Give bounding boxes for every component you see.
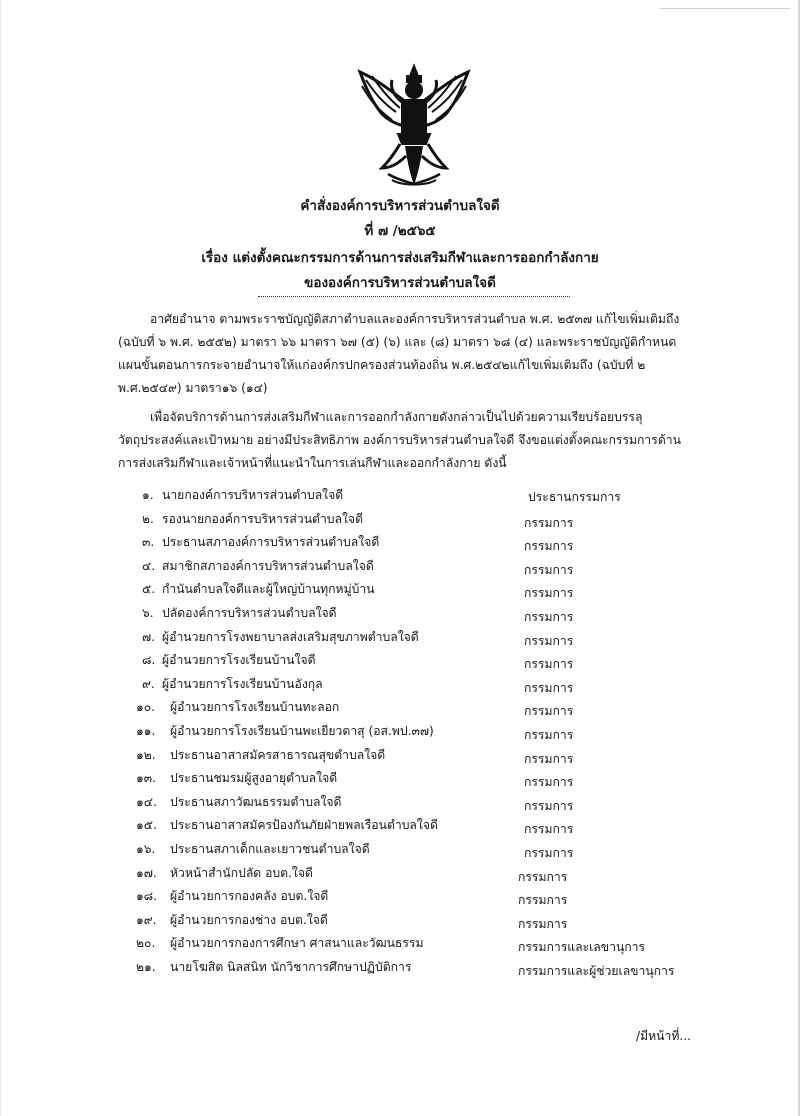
member-number: ๙. [142,676,155,691]
member-number: ๑๙. [136,912,157,927]
member-number: ๑. [142,488,154,502]
member-position: ประธานอาสาสมัครป้องกันภัยฝ่ายพลเรือนตำบลใจดี [170,818,438,833]
paragraph-line: แผนขั้นตอนการกระจายอำนาจให้แก่องค์กรปกครองส่วนท้องถิ่น พ.ศ.๒๕๔๒แก้ไขเพิ่มเติมถึง (ฉบับที่ ๒ [118,358,646,372]
committee-member-row [0,769,800,791]
committee-member-row [0,958,800,980]
member-number: ๑๓. [136,771,156,786]
paragraph-line: เพื่อจัดบริการด้านการส่งเสริมกีฬาและการออกกำลังกายดังกล่าวเป็นไปด้วยความเรียบร้อยบรรลุ [150,410,643,424]
garuda-emblem-icon [352,62,476,190]
committee-member-row [0,864,800,886]
member-position: ประธานสภาวัฒนธรรมตำบลใจดี [170,794,342,809]
member-position: สมาชิกสภาองค์การบริหารส่วนตำบลใจดี [162,558,374,573]
committee-member-row [0,675,800,697]
paragraph-line: (ฉบับที่ ๖ พ.ศ. ๒๕๕๒) มาตรา ๖๖ มาตรา ๖๗ (๕) (๖) และ (๘) มาตรา ๖๘ (๔) และพระราชบัญญัติกำหนด [118,335,677,349]
purpose-paragraph [118,406,738,475]
committee-member-row [0,722,800,744]
member-position: ผู้อำนวยการโรงเรียนบ้านทะลอก [170,700,340,715]
member-role: กรรมการ [524,562,574,577]
paragraph-line: การส่งเสริมกีฬาและเจ้าหน้าที่แนะนำในการเล่นกีฬาและออกกำลังกาย ดังนี้ [118,456,507,470]
member-number: ๕. [142,582,156,597]
member-number: ๑๔. [136,794,157,809]
member-role: กรรมการ [524,846,574,860]
member-role: กรรมการ [524,515,574,530]
member-position: ผู้อำนวยการโรงพยาบาลส่งเสริมสุขภาพตำบลใจดี [162,629,419,644]
member-position: ประธานสภาเด็กและเยาวชนตำบลใจดี [170,842,370,856]
member-position: ประธานอาสาสมัครสาธารณสุขตำบลใจดี [170,747,386,762]
member-number: ๒๑. [136,960,156,974]
member-role: กรรมการ [524,539,574,554]
member-position: ประธานชมรมผู้สูงอายุตำบลใจดี [170,771,338,786]
member-role: กรรมการ [524,728,574,742]
member-role: กรรมการ [524,610,574,624]
committee-member-row [0,533,800,555]
committee-member-row [0,793,800,815]
document-title: คำสั่งองค์การบริหารส่วนตำบลใจดี [300,198,500,214]
member-position: นายกองค์การบริหารส่วนตำบลใจดี [162,488,344,502]
paragraph-line: พ.ศ.๒๕๔๙) มาตรา๑๖ (๑๔) [118,381,268,395]
committee-member-row [0,887,800,909]
member-number: ๑๐. [136,700,156,715]
committee-member-row [0,816,800,838]
committee-member-row [0,698,800,720]
member-role: กรรมการและเลขานุการ [518,940,646,955]
member-number: ๖. [142,606,154,620]
member-position: หัวหน้าสำนักปลัด อบต.ใจดี [170,865,313,880]
member-number: ๑๕. [136,818,157,833]
committee-member-row [0,580,800,602]
authority-paragraph [118,308,738,400]
committee-member-row [0,651,800,673]
document-subject-line2: ขององค์การบริหารส่วนตำบลใจดี [304,275,496,291]
member-position: ผู้อำนวยการโรงเรียนบ้านอังกุล [162,676,323,691]
member-number: ๑๗. [136,865,157,880]
member-number: ๘. [142,653,156,668]
committee-member-row [0,840,800,862]
member-role: กรรมการ [524,633,574,648]
continuation-note: /มีหน้าที่... [636,1029,692,1043]
committee-member-row [0,628,800,650]
member-number: ๑๒. [136,747,156,762]
member-position: ปลัดองค์การบริหารส่วนตำบลใจดี [162,606,337,620]
member-number: ๔. [142,558,156,573]
member-role: กรรมการ [524,586,574,601]
member-role: กรรมการ [524,751,574,766]
member-role: กรรมการ [518,869,568,884]
member-role: กรรมการ [524,704,574,719]
committee-member-row [0,934,800,956]
top-edge-line [660,8,790,9]
member-position: ผู้อำนวยการกองช่าง อบต.ใจดี [170,912,328,927]
member-number: ๗. [142,629,156,644]
member-position: ผู้อำนวยการกองคลัง อบต.ใจดี [170,889,329,904]
document-subject-line1: เรื่อง แต่งตั้งคณะกรรมการด้านการส่งเสริมกีฬาและการออกกำลังกาย [201,250,599,266]
committee-member-row [0,557,800,579]
member-position: ผู้อำนวยการโรงเรียนบ้านใจดี [162,653,316,668]
member-number: ๑๖. [136,842,156,856]
dotted-separator [258,296,570,297]
document-number: ที่ ๗ /๒๕๖๕ [364,223,436,239]
member-role: กรรมการ [524,798,574,813]
member-number: ๑๑. [136,724,156,738]
member-role: กรรมการและผู้ช่วยเลขานุการ [518,964,675,978]
member-role: กรรมการ [524,822,574,837]
member-role: กรรมการ [524,680,574,695]
member-number: ๒๐. [136,936,156,951]
member-role: กรรมการ [524,775,574,790]
member-position: รองนายกองค์การบริหารส่วนตำบลใจดี [162,511,363,526]
member-role: กรรมการ [518,893,568,908]
committee-member-row [0,746,800,768]
paragraph-line: วัตถุประสงค์และเป้าหมาย อย่างมีประสิทธิภาพ องค์การบริหารส่วนตำบลใจดี จึงขอแต่งตั้งคณะกรรมการด้าน [118,433,681,447]
member-number: ๒. [142,511,154,526]
member-role: กรรมการ [518,916,568,931]
member-number: ๑๘. [136,889,158,904]
member-position: ผู้อำนวยการกองการศึกษา ศาสนาและวัฒนธรรม [170,936,424,951]
member-role: กรรมการ [524,657,574,672]
member-position: นายโฆสิต นิลสนิท นักวิชาการศึกษาปฏิบัติการ [170,960,412,974]
committee-member-row [0,486,800,508]
member-position: ประธานสภาองค์การบริหารส่วนตำบลใจดี [162,535,380,550]
paragraph-line: อาศัยอำนาจ ตามพระราชบัญญัติสภาตำบลและองค์การบริหารส่วนตำบล พ.ศ. ๒๕๓๗ แก้ไขเพิ่มเติมถึง [150,312,680,326]
member-position: ผู้อำนวยการโรงเรียนบ้านพะเยียวตาสุ (อส.พป.๓๗) [170,724,434,738]
member-position: กำนันตำบลใจดีและผู้ใหญ่บ้านทุกหมู่บ้าน [162,582,375,597]
committee-member-row [0,510,800,532]
committee-member-row [0,911,800,933]
member-role: ประธานกรรมการ [528,490,621,504]
member-number: ๓. [142,535,155,550]
committee-member-row [0,604,800,626]
